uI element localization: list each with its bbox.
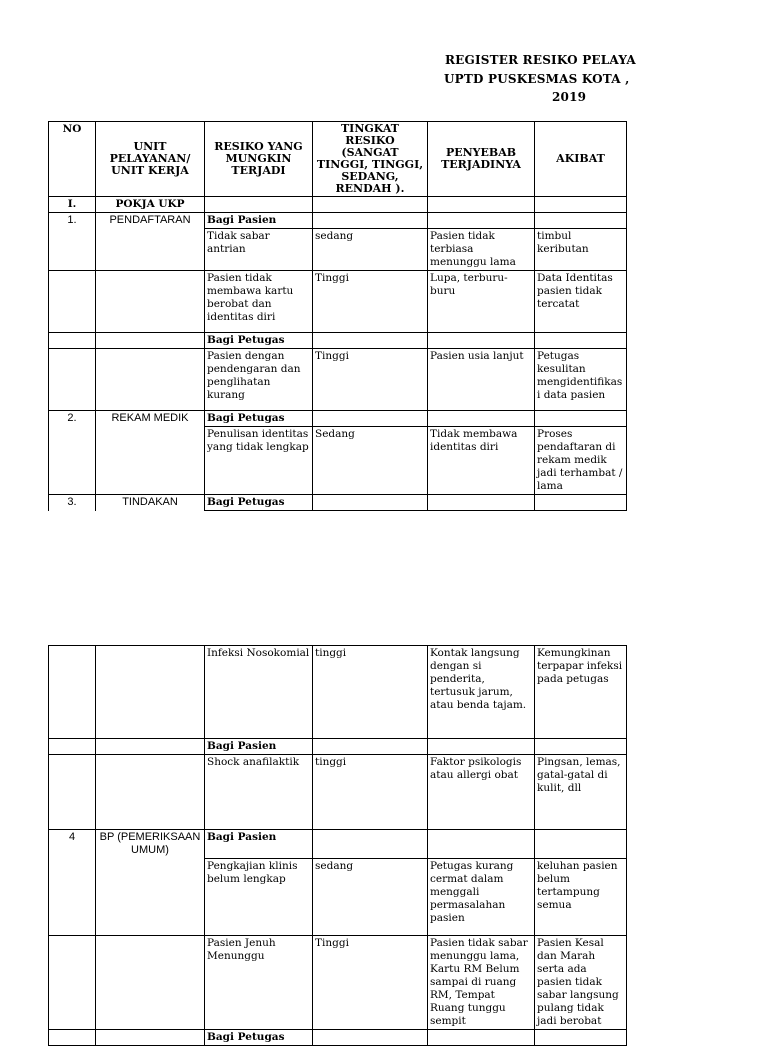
cell-akibat: timbul keributan: [535, 229, 627, 271]
cell-penyebab: Faktor psikologis atau allergi obat: [428, 755, 535, 830]
col-header-akibat: AKIBAT: [535, 122, 627, 197]
cell-penyebab: Pasien usia lanjut: [428, 349, 535, 411]
group-label: Bagi Pasien: [205, 739, 313, 755]
cell-akibat: Pingsan, lemas, gatal-gatal di kulit, dll: [535, 755, 627, 830]
section-row: [49, 197, 627, 213]
row-no: 2.: [49, 411, 96, 427]
table-row: [49, 935, 627, 1029]
table-row: [49, 646, 627, 739]
section-label: POKJA UKP: [96, 197, 205, 213]
group-label: Bagi Petugas: [205, 333, 313, 349]
cell-resiko: Pengkajian klinis belum lengkap: [205, 858, 313, 935]
table-header-row: [49, 122, 627, 197]
cell-resiko: Penulisan identitas yang tidak lengkap: [205, 427, 313, 495]
group-label: Bagi Pasien: [205, 213, 313, 229]
risk-register-table-page1: [48, 121, 627, 511]
table-row: [49, 427, 627, 495]
cell-akibat: Proses pendaftaran di rekam medik jadi terhambat / lama: [535, 427, 627, 495]
row-no: 3.: [49, 495, 96, 511]
col-header-unit: UNIT PELAYANAN/ UNIT KERJA: [96, 122, 205, 197]
group-label: Bagi Petugas: [205, 411, 313, 427]
cell-resiko: Tidak sabar antrian: [205, 229, 313, 271]
row-unit: TINDAKAN: [96, 495, 205, 511]
table-row: [49, 739, 627, 755]
table-row: [49, 1029, 627, 1045]
cell-resiko: Pasien dengan pendengaran dan penglihatan kurang: [205, 349, 313, 411]
cell-akibat: Pasien Kesal dan Marah serta ada pasien tidak sabar langsung pulang tidak jadi berobat: [535, 935, 627, 1029]
cell-resiko: Infeksi Nosokomial: [205, 646, 313, 739]
row-unit: REKAM MEDIK: [96, 411, 205, 427]
cell-penyebab: Tidak membawa identitas diri: [428, 427, 535, 495]
cell-tingkat: tinggi: [313, 646, 428, 739]
table-row: [49, 229, 627, 271]
cell-tingkat: Sedang: [313, 427, 428, 495]
cell-tingkat: sedang: [313, 858, 428, 935]
table-row: [49, 213, 627, 229]
cell-akibat: Data Identitas pasien tidak tercatat: [535, 271, 627, 333]
cell-tingkat: sedang: [313, 229, 428, 271]
cell-akibat: keluhan pasien belum tertampung semua: [535, 858, 627, 935]
table-row: [49, 411, 627, 427]
table-row: [49, 858, 627, 935]
document-subtitle: UPTD PUSKESMAS KOTA ,: [444, 72, 630, 86]
document-year: 2019: [552, 90, 587, 104]
group-label: Bagi Petugas: [205, 495, 313, 511]
cell-tingkat: Tinggi: [313, 349, 428, 411]
cell-tingkat: Tinggi: [313, 271, 428, 333]
col-header-no: NO: [49, 122, 96, 197]
cell-akibat: Petugas kesulitan mengidentifikasi data pasien: [535, 349, 627, 411]
cell-penyebab: Kontak langsung dengan si penderita, tertusuk jarum, atau benda tajam.: [428, 646, 535, 739]
cell-resiko: Pasien tidak membawa kartu berobat dan identitas diri: [205, 271, 313, 333]
section-no: I.: [49, 197, 96, 213]
table-row: [49, 755, 627, 830]
cell-tingkat: Tinggi: [313, 935, 428, 1029]
table-row: [49, 271, 627, 333]
row-unit: PENDAFTARAN: [96, 213, 205, 229]
group-label: Bagi Pasien: [205, 830, 313, 859]
risk-register-table-page2: [48, 645, 627, 1046]
cell-penyebab: Lupa, terburu-buru: [428, 271, 535, 333]
cell-penyebab: Pasien tidak sabar menunggu lama, Kartu RM Belum sampai di ruang RM, Tempat Ruang tunggu sempit: [428, 935, 535, 1029]
table-row: [49, 349, 627, 411]
cell-penyebab: Pasien tidak terbiasa menunggu lama: [428, 229, 535, 271]
col-header-penyebab: PENYEBAB TERJADINYA: [428, 122, 535, 197]
cell-akibat: Kemungkinan terpapar infeksi pada petugas: [535, 646, 627, 739]
cell-penyebab: Petugas kurang cermat dalam menggali permasalahan pasien: [428, 858, 535, 935]
table-row: [49, 495, 627, 511]
col-header-tingkat: TINGKAT RESIKO (SANGAT TINGGI, TINGGI, SEDANG, RENDAH ).: [313, 122, 428, 197]
document-title: REGISTER RESIKO PELAYA: [445, 53, 636, 67]
row-no: 4: [49, 830, 96, 859]
group-label: Bagi Petugas: [205, 1029, 313, 1045]
row-no: 1.: [49, 213, 96, 229]
table-row: [49, 333, 627, 349]
table-row: [49, 830, 627, 859]
col-header-resiko: RESIKO YANG MUNGKIN TERJADI: [205, 122, 313, 197]
row-unit: BP (PEMERIKSAAN UMUM): [96, 830, 205, 859]
cell-tingkat: tinggi: [313, 755, 428, 830]
cell-resiko: Shock anafilaktik: [205, 755, 313, 830]
cell-resiko: Pasien Jenuh Menunggu: [205, 935, 313, 1029]
